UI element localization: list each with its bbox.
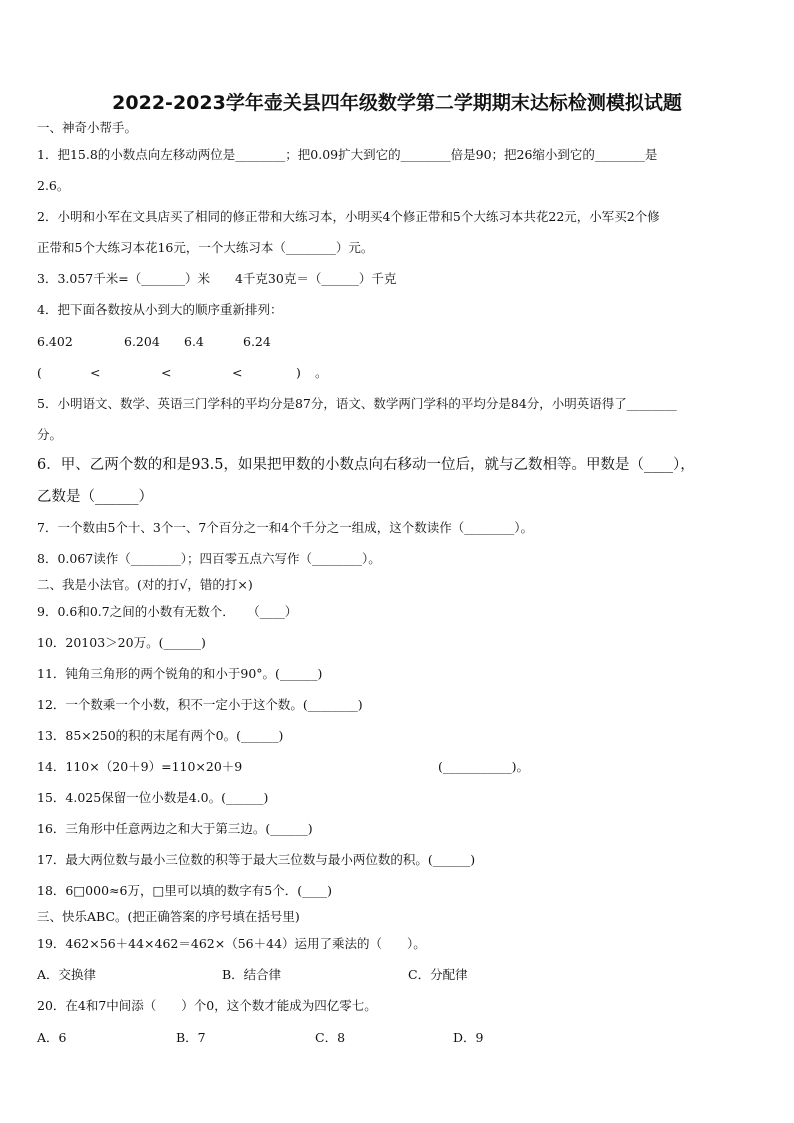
- question-5-line-2: 分。: [37, 427, 63, 442]
- q4-bracket-close: ): [296, 365, 301, 380]
- page-title: 2022-2023学年壶关县四年级数学第二学期期末达标检测模拟试题: [112, 92, 682, 114]
- question-9: 9．0.6和0.7之间的小数有无数个． （____）: [37, 604, 298, 619]
- q4-less-than: <: [161, 365, 172, 380]
- question-11: 11．钝角三角形的两个锐角的和小于90°。(______): [37, 666, 323, 681]
- question-2-line-2: 正带和5个大练习本花16元，一个大练习本（________）元。: [37, 240, 374, 255]
- q4-period: 。: [315, 365, 328, 380]
- option-a: A．交换律: [37, 967, 97, 982]
- q4-number: 6.24: [243, 334, 271, 349]
- question-6-line-2: 乙数是（______）: [37, 489, 153, 505]
- question-3: 3．3.057千米=（_______）米 4千克30克＝（______）千克: [37, 271, 397, 286]
- question-18: 18．6□000≈6万，□里可以填的数字有5个．(____): [37, 883, 332, 898]
- question-1-line-1: 1．把15.8的小数点向左移动两位是________；把0.09扩大到它的________倍是90；把26缩小到它的________是: [37, 147, 658, 162]
- question-1-line-2: 2.6。: [37, 178, 70, 193]
- question-17: 17．最大两位数与最小三位数的积等于最大三位数与最小两位数的积。(______): [37, 852, 476, 867]
- option-b: B．结合律: [222, 967, 282, 982]
- question-4-numbers: [37, 334, 757, 350]
- question-5-line-1: 5．小明语文、数学、英语三门学科的平均分是87分，语文、数学两门学科的平均分是84分，小明英语得了________: [37, 396, 677, 411]
- q14-statement: 14．110×（20＋9）=110×20＋9: [37, 759, 243, 774]
- question-6-line-1: 6．甲、乙两个数的和是93.5，如果把甲数的小数点向右移动一位后，就与乙数相等。甲数是（____），: [37, 457, 695, 473]
- section-heading-3: 三、快乐ABC。(把正确答案的序号填在括号里): [37, 909, 300, 924]
- q14-answer-blank: (___________)。: [438, 759, 530, 774]
- question-7: 7．一个数由5个十、3个一、7个百分之一和4个千分之一组成，这个数读作（________）。: [37, 520, 534, 535]
- question-20-options: [37, 1030, 757, 1046]
- question-12: 12．一个数乘一个小数，积不一定小于这个数。(________): [37, 697, 363, 712]
- option-c: C．8: [315, 1030, 346, 1045]
- section-heading-1: 一、神奇小帮手。: [37, 120, 138, 135]
- option-b: B．7: [176, 1030, 206, 1045]
- q4-less-than: <: [232, 365, 243, 380]
- question-15: 15．4.025保留一位小数是4.0。(______): [37, 790, 269, 805]
- option-d: D．9: [453, 1030, 484, 1045]
- q4-less-than: <: [90, 365, 101, 380]
- q4-number: 6.402: [37, 334, 73, 349]
- question-16: 16．三角形中任意两边之和大于第三边。(______): [37, 821, 313, 836]
- question-2-line-1: 2．小明和小军在文具店买了相同的修正带和大练习本，小明买4个修正带和5个大练习本共花22元，小军买2个修: [37, 209, 660, 224]
- q4-number: 6.4: [184, 334, 204, 349]
- question-13: 13．85×250的积的末尾有两个0。(______): [37, 728, 284, 743]
- q4-bracket-open: (: [37, 365, 42, 380]
- question-10: 10．20103＞20万。(______): [37, 635, 206, 650]
- question-19-options: [37, 967, 757, 983]
- question-4-order: [37, 365, 757, 381]
- question-4-prompt: 4．把下面各数按从小到大的顺序重新排列：: [37, 302, 283, 317]
- option-c: C．分配律: [408, 967, 468, 982]
- question-20: 20．在4和7中间添（ ）个0，这个数才能成为四亿零七。: [37, 998, 377, 1013]
- option-a: A．6: [37, 1030, 67, 1045]
- question-14: [37, 759, 757, 775]
- q4-number: 6.204: [124, 334, 160, 349]
- question-8: 8．0.067读作（________）；四百零五点六写作（________）。: [37, 551, 381, 566]
- section-heading-2: 二、我是小法官。(对的打√，错的打×): [37, 577, 253, 592]
- question-19: 19．462×56＋44×462＝462×（56＋44）运用了乘法的（ ）。: [37, 936, 426, 951]
